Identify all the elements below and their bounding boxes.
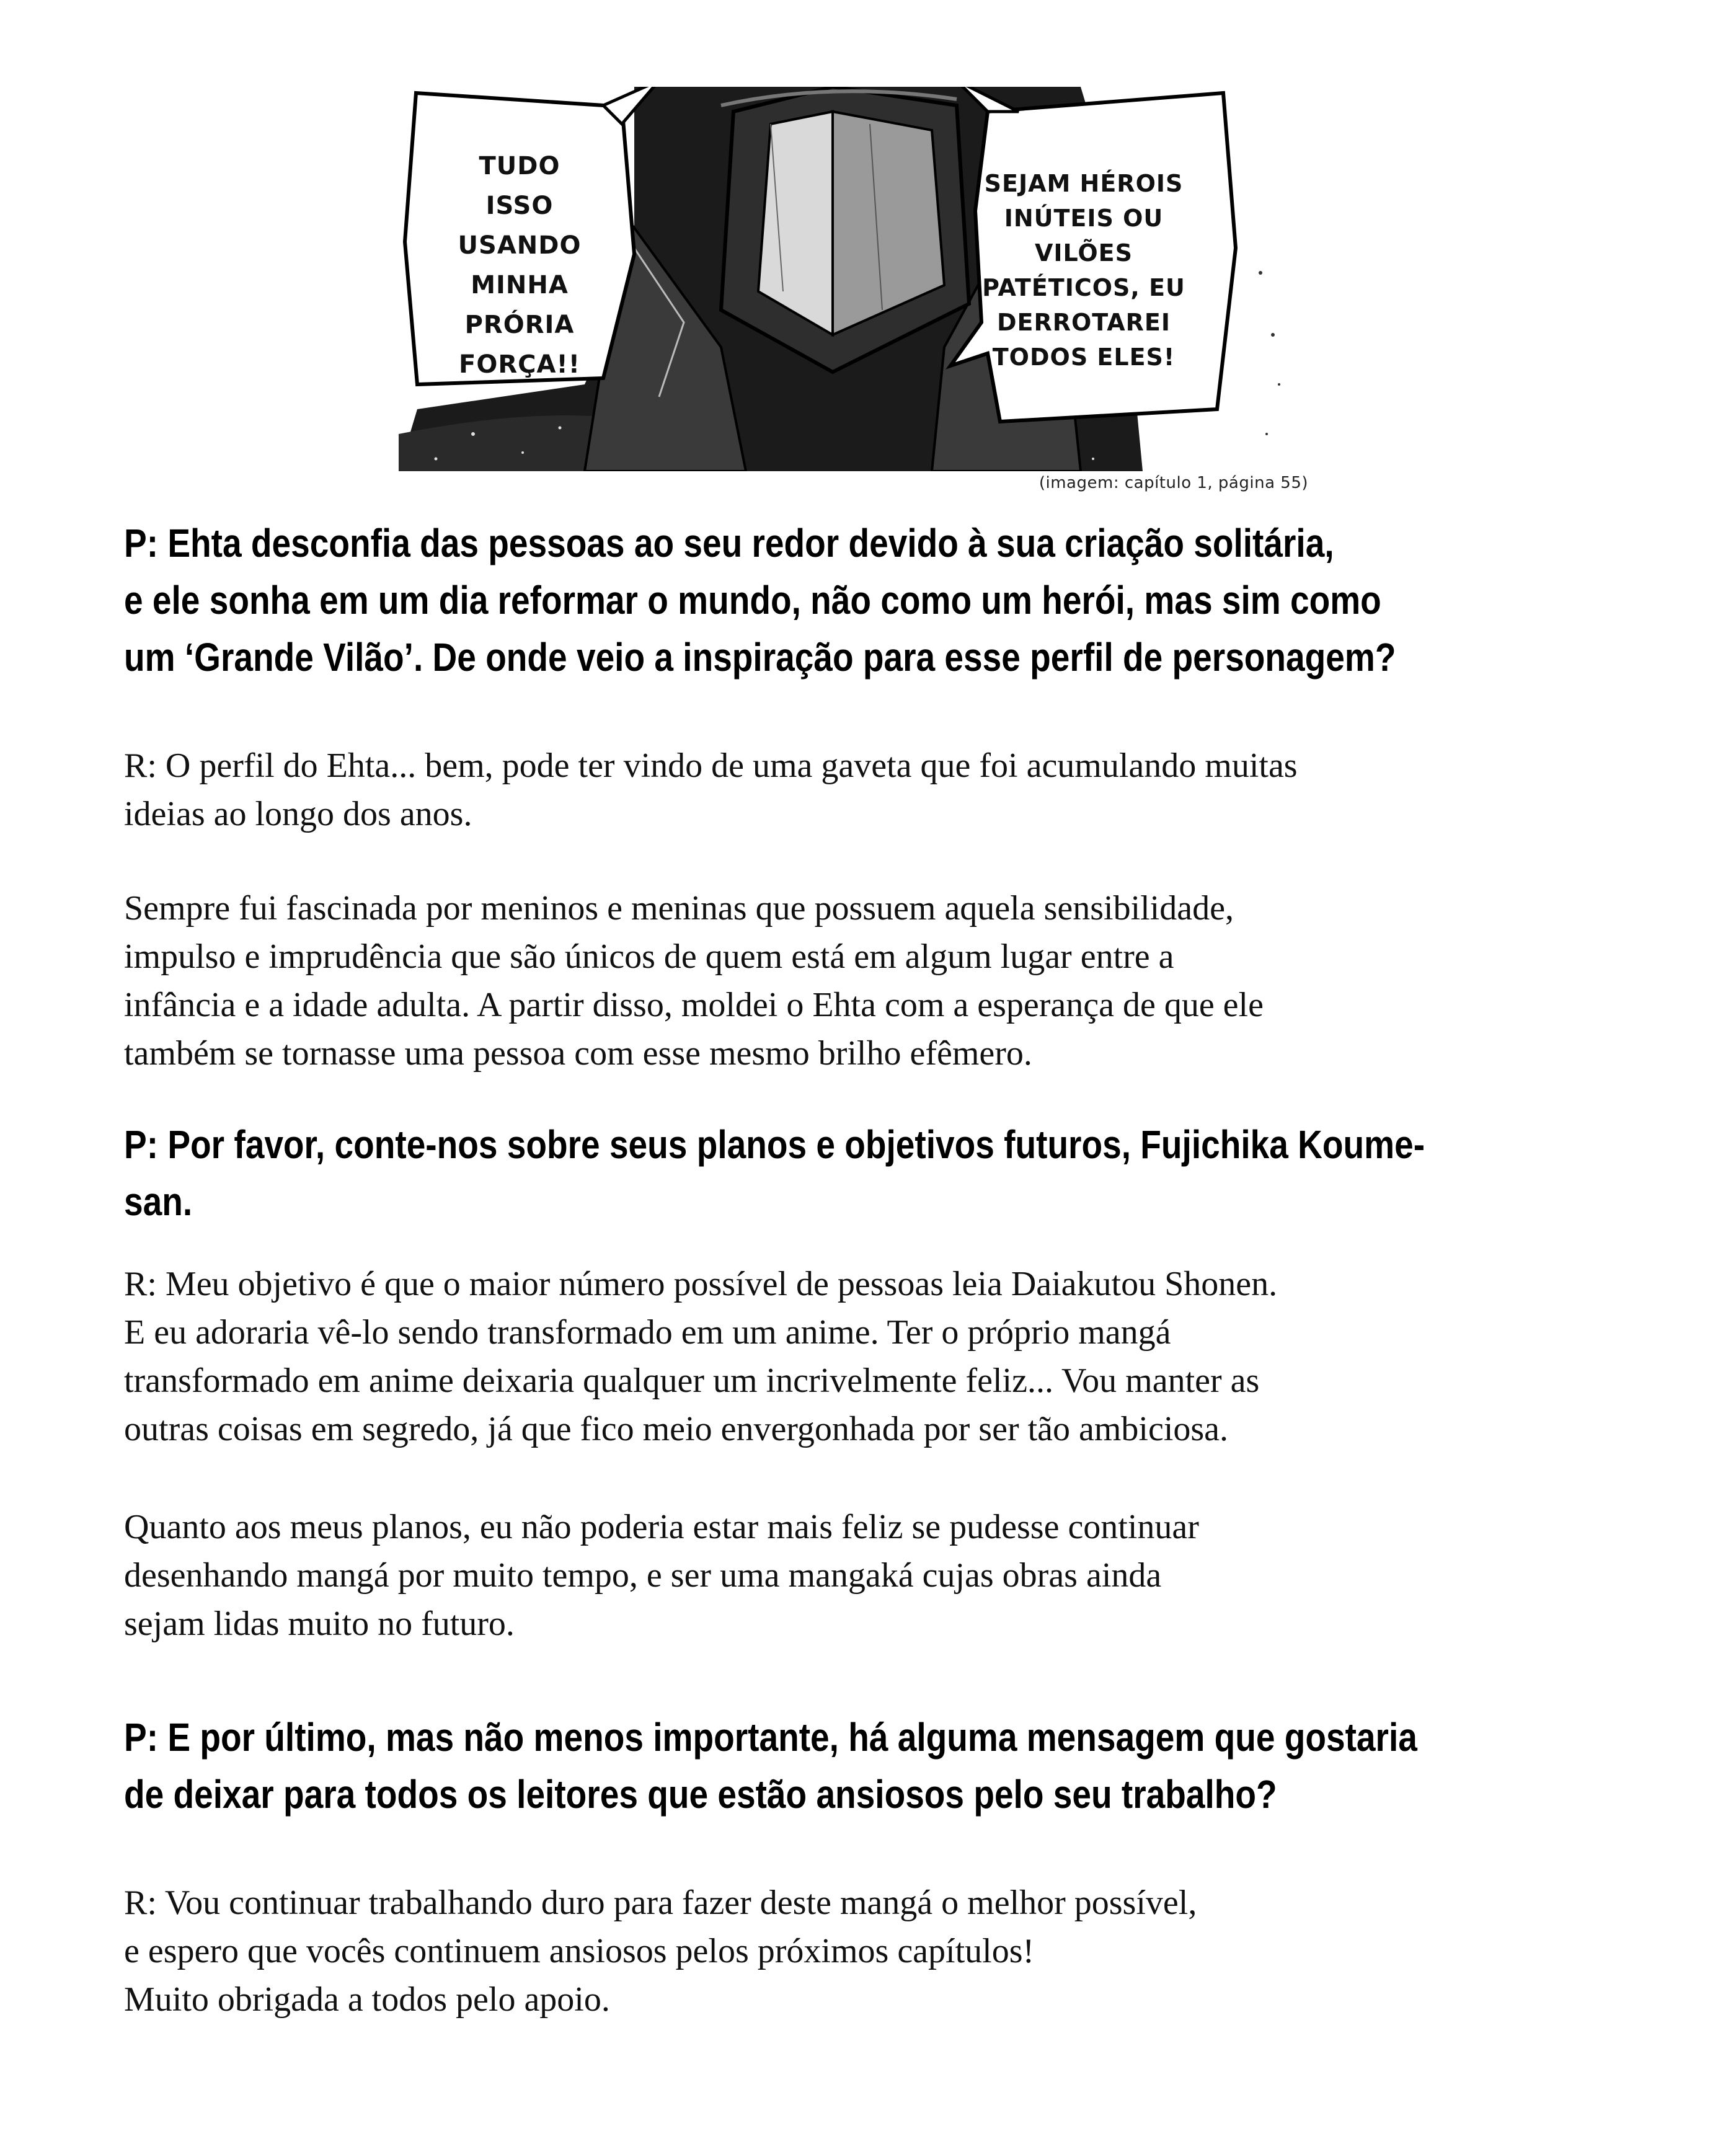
question-3: P: E por último, mas não menos importante, há alguma mensagem que gostaria de deixar para todos os leitores que estão ansiosos pelo seu trabalho? xyxy=(124,1715,1417,1817)
question-2: P: Por favor, conte-nos sobre seus planos e objetivos futuros, Fujichika Koume-san. xyxy=(124,1122,1425,1224)
speech-bubble-right: SEJAM HÉROIS INÚTEIS OU VILÕES PATÉTICOS, EU DERROTAREI TODOS ELES! xyxy=(982,170,1185,371)
answer-2-paragraph-2: Quanto aos meus planos, eu não poderia estar mais feliz se pudesse continuar desenhando mangá por muito tempo, e ser uma mangaká cujas obras ainda sejam lidas muito no futuro. xyxy=(124,1508,1199,1643)
answer-2-paragraph-1: R: Meu objetivo é que o maior número possível de pessoas leia Daiakutou Shonen. E eu adoraria vê-lo sendo transformado em um anime. Ter o próprio mangá transformado em anime deixaria qualquer um incrivelmente feliz... Vou manter as outras coisas em segredo, já que fico meio envergonhada por ser tão ambiciosa. xyxy=(124,1265,1278,1448)
answer-1-paragraph-1: R: O perfil do Ehta... bem, pode ter vindo de uma gaveta que foi acumulando muitas ideias ao longo dos anos. xyxy=(124,746,1298,833)
answer-1-paragraph-2: Sempre fui fascinada por meninos e meninas que possuem aquela sensibilidade, impulso e imprudência que são únicos de quem está em algum lugar entre a infância e a idade adulta. A partir disso, moldei o Ehta com a esperança de que ele também se tornasse uma pessoa com esse mesmo brilho efêmero. xyxy=(124,889,1264,1073)
answer-3-paragraph-1: R: Vou continuar trabalhando duro para fazer deste mangá o melhor possível, e espero que vocês continuem ansiosos pelos próximos capítulos! Muito obrigada a todos pelo apoio. xyxy=(124,1884,1197,2019)
question-1: P: Ehta desconfia das pessoas ao seu redor devido à sua criação solitária, e ele sonha em um dia reformar o mundo, não como um herói, mas sim como um ‘Grande Vilão’. De onde veio a inspiração para esse perfil de personagem? xyxy=(124,521,1396,680)
image-caption: (imagem: capítulo 1, página 55) xyxy=(1038,474,1308,492)
speech-bubble-left: TUDO ISSO USANDO MINHA PRÓRIA FORÇA!! xyxy=(458,152,582,379)
manga-panel xyxy=(399,87,1308,471)
